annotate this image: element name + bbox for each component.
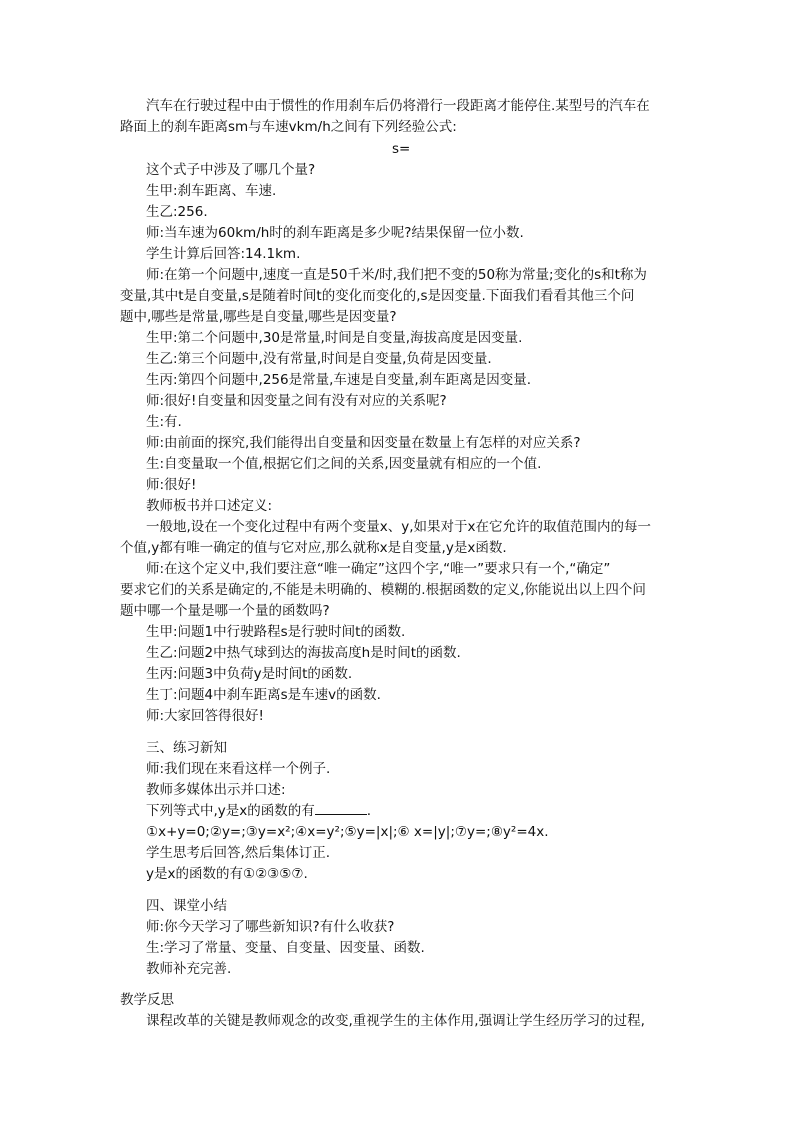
section-heading: 四、课堂小结 [146, 898, 227, 914]
dialogue-line: 生:学习了常量、变量、自变量、因变量、函数. [146, 940, 425, 956]
paragraph-line: 教师多媒体出示并口述: [146, 782, 286, 798]
answer-blank [315, 802, 367, 815]
dialogue-line: 师:你今天学习了哪些新知识?有什么收获? [146, 919, 395, 935]
dialogue-line: 师:大家回答得很好! [146, 708, 264, 724]
dialogue-line: 生:有. [146, 414, 182, 430]
exercise-question-text: 下列等式中,y是x的函数的有 [146, 803, 315, 819]
dialogue-line: 师:我们现在来看这样一个例子. [146, 761, 331, 777]
dialogue-line: 生丙:第四个问题中,256是常量,车速是自变量,刹车距离是因变量. [146, 372, 531, 388]
dialogue-line: 题中哪一个量是哪一个量的函数吗? [120, 603, 330, 619]
exercise-options: ①x+y=0;②y=;③y=x²;④x=y²;⑤y=|x|;⑥ x=|y|;⑦y=;⑧y²=4x. [146, 824, 549, 840]
dialogue-line: 师:在第一个问题中,速度一直是50千米/时,我们把不变的50称为常量;变化的s和t称为 [146, 267, 647, 283]
definition-line: 个值,y都有唯一确定的值与它对应,那么就称x是自变量,y是x函数. [120, 540, 507, 556]
dialogue-line: 生丙:问题3中负荷y是时间t的函数. [146, 666, 353, 682]
dialogue-line: 师:很好! [146, 477, 197, 493]
dialogue-line: 生丁:问题4中刹车距离s是车速v的函数. [146, 687, 381, 703]
paragraph-line: 学生思考后回答,然后集体订正. [146, 845, 331, 861]
paragraph-line: 教师补充完善. [146, 961, 232, 977]
answer-line: y是x的函数的有①②③⑤⑦. [146, 866, 308, 882]
paragraph-line: 汽车在行驶过程中由于惯性的作用刹车后仍将滑行一段距离才能停住.某型号的汽车在 [146, 98, 650, 114]
dialogue-line: 师:由前面的探究,我们能得出自变量和因变量在数量上有怎样的对应关系? [146, 435, 581, 451]
dialogue-line: 题中,哪些是常量,哪些是自变量,哪些是因变量? [120, 309, 397, 325]
paragraph-line: 这个式子中涉及了哪几个量? [146, 162, 316, 178]
dialogue-line: 要求它们的关系是确定的,不能是未明确的、模糊的.根据函数的定义,你能说出以上四个问 [120, 582, 646, 598]
dialogue-line: 变量,其中t是自变量,s是随着时间t的变化而变化的,s是因变量.下面我们看看其他三个问 [120, 288, 635, 304]
definition-line: 一般地,设在一个变化过程中有两个变量x、y,如果对于x在它允许的取值范围内的每一 [146, 519, 652, 535]
dialogue-line: 生甲:问题1中行驶路程s是行驶时间t的函数. [146, 624, 406, 640]
dialogue-line: 师:当车速为60km/h时的刹车距离是多少呢?结果保留一位小数. [146, 225, 524, 241]
exercise-question [146, 801, 371, 822]
section-heading: 教学反思 [120, 992, 174, 1008]
section-heading: 三、练习新知 [146, 740, 227, 756]
dialogue-line: 师:在这个定义中,我们要注意“唯一确定”这四个字,“唯一”要求只有一个,“确定” [146, 561, 611, 577]
paragraph-line: 路面上的刹车距离sm与车速vkm/h之间有下列经验公式: [120, 119, 457, 135]
dialogue-line: 生甲:刹车距离、车速. [146, 183, 277, 199]
dialogue-line: 生:自变量取一个值,根据它们之间的关系,因变量就有相应的一个值. [146, 456, 542, 472]
dialogue-line: 生乙:问题2中热气球到达的海拔高度h是时间t的函数. [146, 645, 461, 661]
paragraph-line: 课程改革的关键是教师观念的改变,重视学生的主体作用,强调让学生经历学习的过程, [146, 1013, 645, 1029]
exercise-question-suffix: . [366, 803, 372, 819]
dialogue-line: 生乙:第三个问题中,没有常量,时间是自变量,负荷是因变量. [146, 351, 492, 367]
dialogue-line: 师:很好!自变量和因变量之间有没有对应的关系呢? [146, 393, 447, 409]
formula-line: s= [392, 141, 411, 157]
dialogue-line: 生乙:256. [146, 204, 208, 220]
dialogue-line: 学生计算后回答:14.1km. [146, 246, 301, 262]
dialogue-line: 生甲:第二个问题中,30是常量,时间是自变量,海拔高度是因变量. [146, 330, 523, 346]
paragraph-line: 教师板书并口述定义: [146, 498, 273, 514]
